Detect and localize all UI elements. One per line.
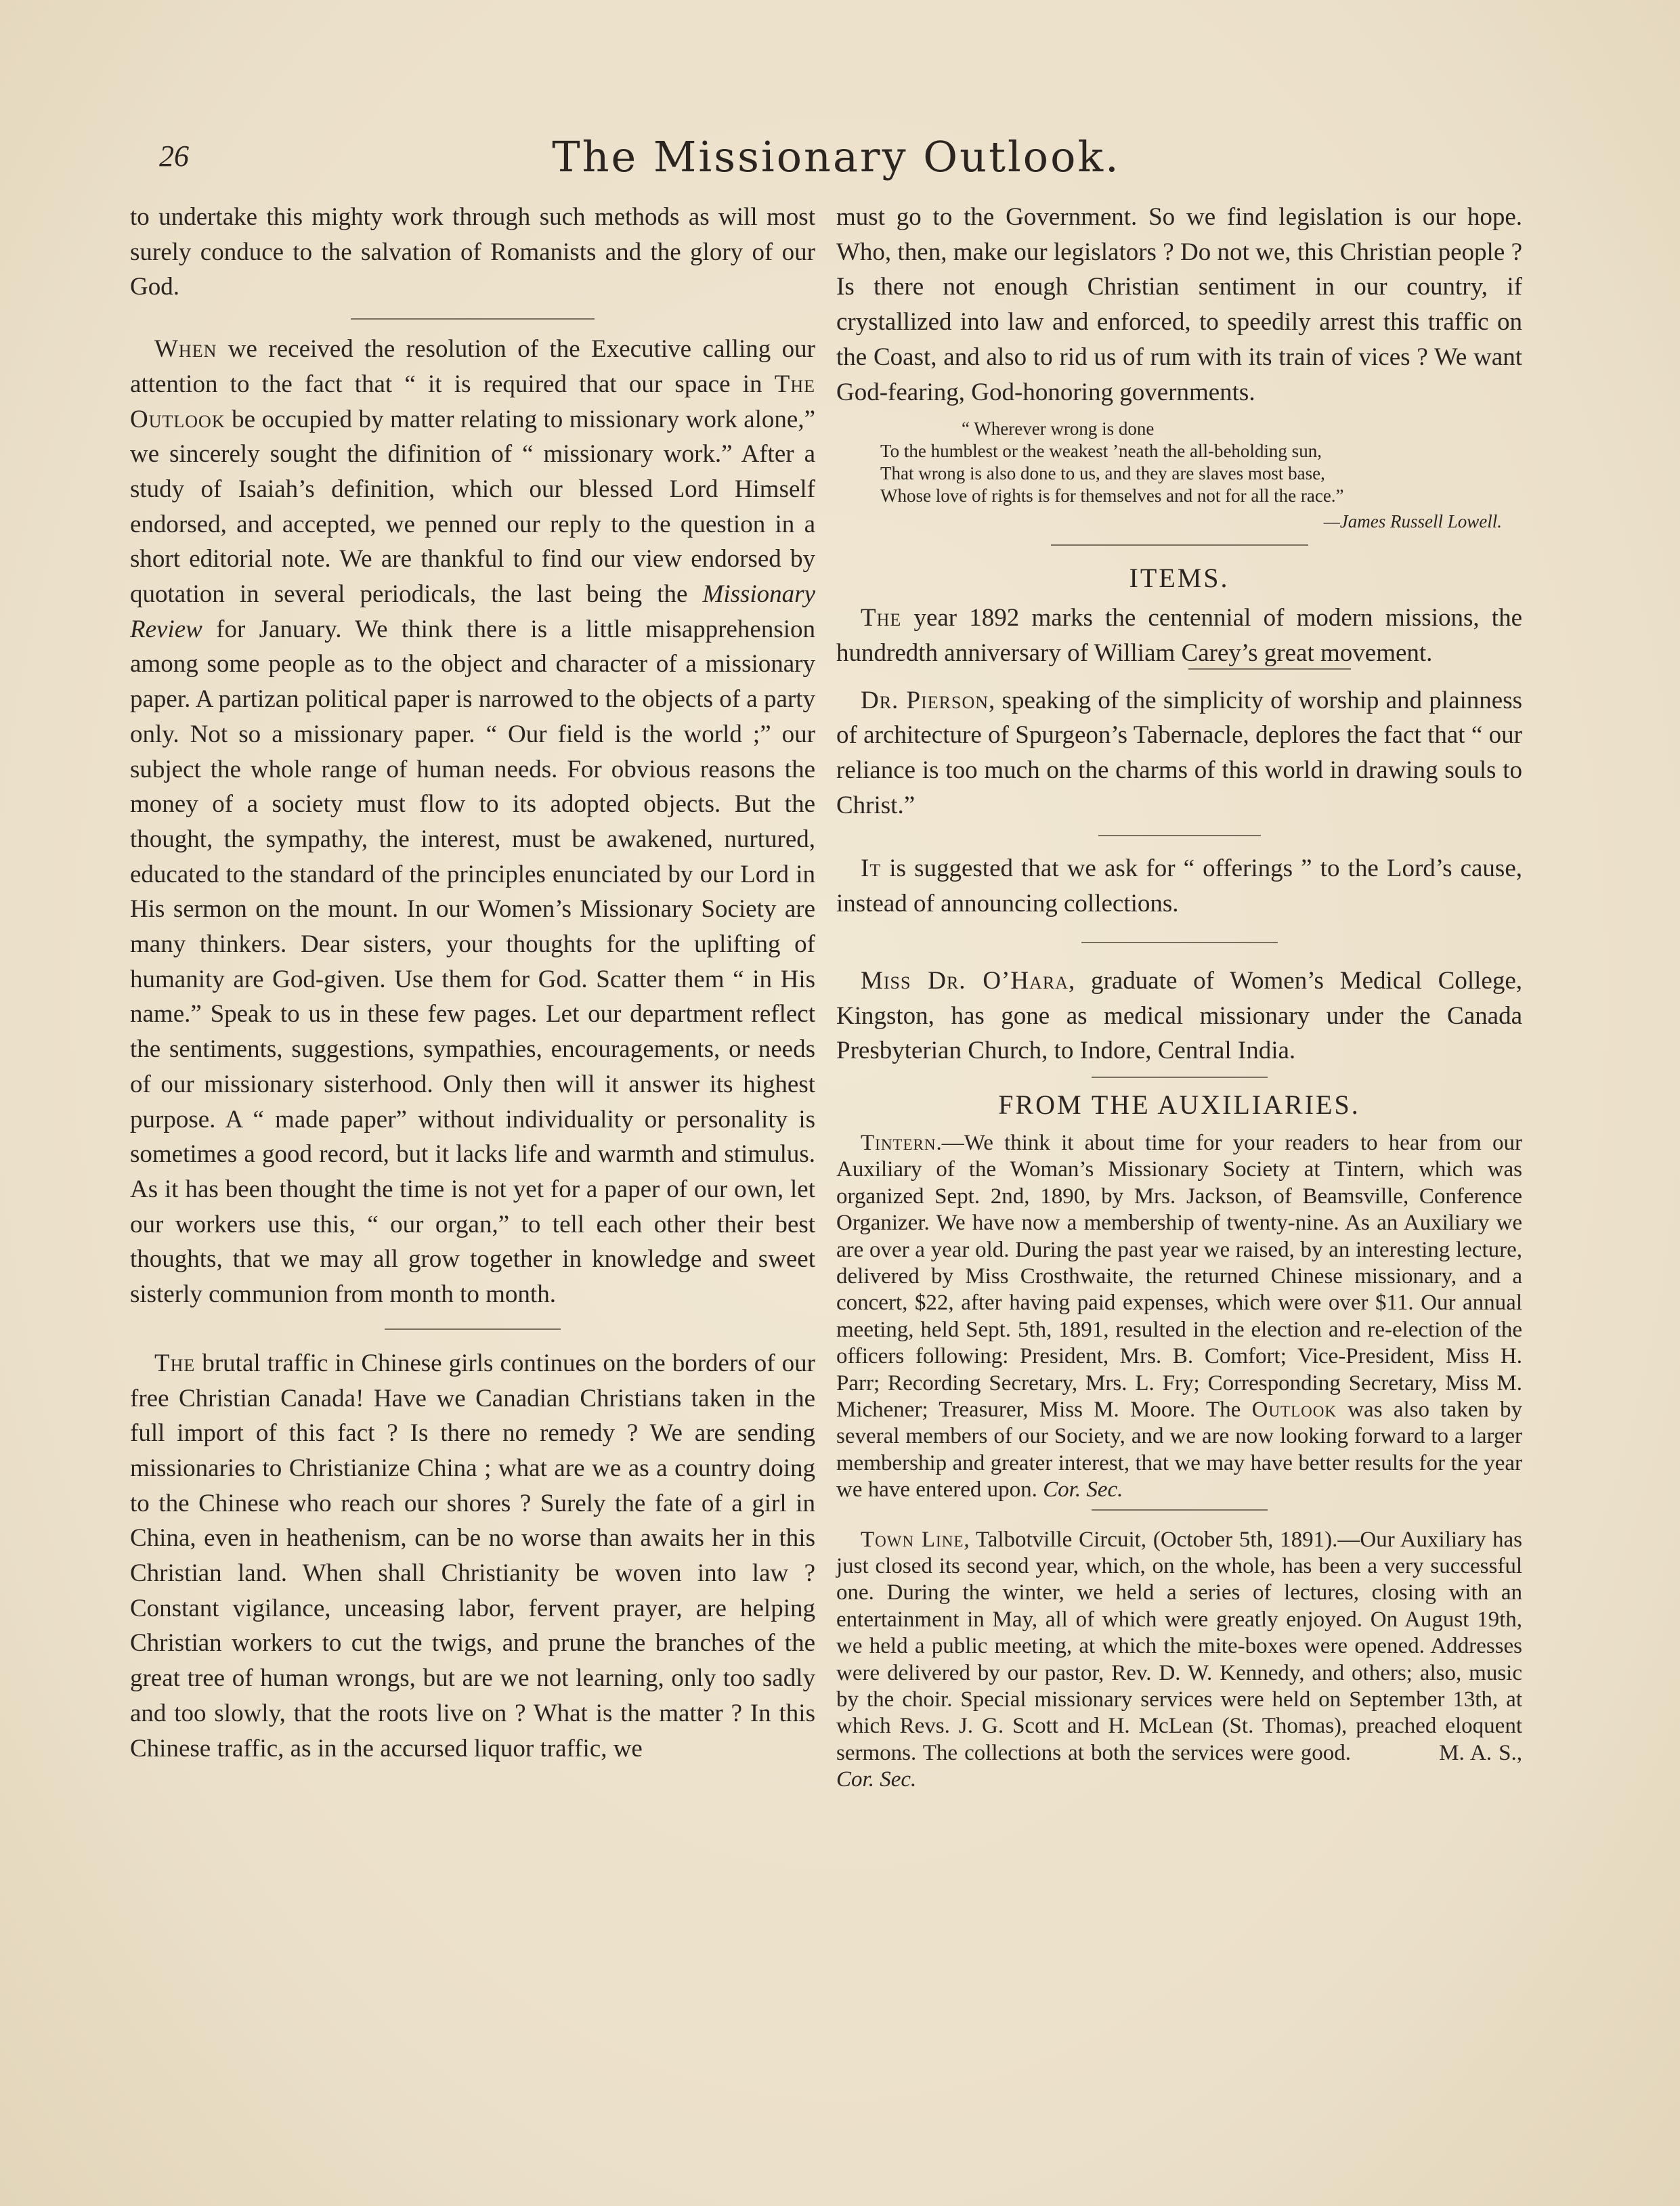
item-ohara — [836, 964, 1522, 1068]
text-run: was also taken by several members of our Society, and we are now looking forward to a larger membership and greater interest, that we may have better results for the year we have entered upon. — [836, 1398, 1522, 1502]
section-divider — [1081, 942, 1278, 943]
section-divider — [1092, 1077, 1268, 1078]
poem-attribution: —James Russell Lowell. — [1323, 511, 1502, 532]
text-run: we received the resolution of the Executive calling our attention to the fact that “ it is required that our space in — [130, 335, 815, 398]
report-town-line — [836, 1527, 1522, 1794]
section-divider — [1051, 544, 1308, 546]
item-pierson — [836, 683, 1522, 823]
lead-word: Tintern — [861, 1130, 936, 1155]
poem-line: That wrong is also done to us, and they are slaves most base, — [880, 463, 1325, 484]
signature: Cor. Sec. — [1043, 1477, 1123, 1502]
outlook-name: The Outlook — [130, 370, 815, 433]
poem-line: Whose love of rights is for themselves and not for all the race.” — [880, 485, 1344, 506]
lead-word: Town Line — [861, 1527, 964, 1552]
auxiliaries-heading: FROM THE AUXILIARIES. — [998, 1089, 1360, 1120]
paragraph-chinese-traffic — [130, 1346, 815, 1766]
lead-word: The — [861, 604, 902, 632]
page-title: The Missionary Outlook. — [552, 132, 1121, 181]
text-run: , graduate of Women’s Medical College, Kingston, has gone as medical missionary under the Canada Presbyterian Church, to Indore, Central India. — [836, 966, 1522, 1065]
text-run: , Talbotville Circuit, (October 5th, 1891).—Our Auxiliary has just closed its second year, which, on the whole, has been a very successful one. During the winter, we held a series of lectures, closing with an entertainment in May, all of which were greatly enjoyed. On August 19th, we held a public meeting, at which the mite-boxes were opened. Addresses were delivered by our pastor, Rev. D. W. Kennedy, and others; also, music by the choir. Special missionary services were held on September 13th, at which Revs. J. G. Scott and H. McLean (St. Thomas), preached eloquent sermons. The collections at both the services were good. — [836, 1527, 1522, 1765]
text-run: , speaking of the simplicity of worship and plainness of architecture of Spurgeon’s Tabernacle, deplores the fact that “ our reliance is too much on the charms of this world in drawing souls to Christ.” — [836, 686, 1522, 819]
page-header — [129, 132, 1544, 186]
poem-line: To the humblest or the weakest ’neath the all-beholding sun, — [880, 441, 1322, 462]
report-tintern — [836, 1130, 1522, 1504]
paragraph-missionary-work — [130, 332, 815, 1312]
missionary-review-title: Missionary Review — [130, 580, 815, 643]
lead-word: It — [861, 855, 882, 883]
outlook-name: Outlook — [1251, 1398, 1337, 1423]
poem-quote — [880, 418, 1522, 507]
paragraph-romanists: to undertake this mighty work through such methods as will most surely conduce to the salvation of Romanists and the glory of our God. — [130, 203, 815, 301]
signature: Cor. Sec. — [836, 1767, 917, 1792]
text-run: .—We think it about time for your readers to hear from our Auxiliary of the Woman’s Missionary Society at Tintern, which was organized Sept. 2nd, 1890, by Mrs. Jackson, of Beamsville, Conference Organizer. We have now a membership of twenty-nine. As an Auxiliary we are over a year old. During the past year we raised, by an interesting lecture, delivered by Miss Crosthwaite, the returned Chinese missionary, and a concert, $22, after having paid expenses, which were over $11. Our annual meeting, held Sept. 5th, 1891, resulted in the election and re-election of the officers following: President, Mrs. B. Comfort; Vice-President, Miss H. Parr; Recording Secretary, Mrs. L. Fry; Corresponding Secretary, Miss M. Michener; Treasurer, Miss M. Moore. The — [836, 1130, 1522, 1423]
page-number: 26 — [159, 139, 189, 173]
section-divider — [351, 318, 595, 320]
section-divider — [1092, 1509, 1268, 1511]
lead-word: Miss Dr. O’Hara — [861, 966, 1069, 995]
text-run: brutal traffic in Chinese girls continues on the borders of our free Christian Canada! Have we Canadian Christians taken in the full import of this fact ? Is there no remedy ? We are sending missionaries to Christianize China ; what are we as a country doing to the Chinese who reach our shores ? Surely the fate of a girl in China, even in heathenism, can be no worse than awaits her in this Christian land. When shall Christianity be woven into law ? Constant vigilance, unceasing labor, fervent prayer, are helping Christian workers to cut the twigs, and prune the branches of the great tree of human wrongs, but are we not learning, only too sadly and too slowly, that the roots live on ? What is the matter ? In this Chinese traffic, as in the accursed liquor traffic, we — [130, 1349, 815, 1762]
text-run: is suggested that we ask for “ offerings ” to the Lord’s cause, instead of announcing collections. — [836, 855, 1522, 918]
text-run: be occupied by matter relating to missionary work alone,” we sincerely sought the difinition of “ missionary work.” After a study of Isaiah’s definition, which our blessed Lord Himself endorsed, and accepted, we penned our reply to the question in a short editorial note. We are thankful to find our view endorsed by quotation in several periodicals, the last being the — [130, 405, 815, 609]
left-column — [130, 200, 815, 1766]
item-offerings — [836, 851, 1522, 921]
poem-line: “ Wherever wrong is done — [962, 418, 1155, 439]
item-centennial — [836, 601, 1522, 670]
right-column — [836, 200, 1522, 1794]
text-run: for January. We think there is a little misapprehension among some people as to the object and character of a missionary paper. A partizan political paper is narrowed to the objects of a party only. Not so a missionary paper. “ Our field is the world ;” our subject the whole range of human needs. For obvious reasons the money of a society must flow to its adopted objects. But the thought, the sympathy, the interest, must be awakened, nurtured, educated to the standard of the principles enunciated by our Lord in His sermon on the mount. In our Women’s Missionary Society are many thinkers. Dear sisters, your thoughts for the uplifting of humanity are God-given. Use them for God. Scatter them “ in His name.” Speak to us in these few pages. Let our department reflect the sentiments, suggestions, sympathies, encouragements, or needs of our missionary sisterhood. Only then will it answer its highest purpose. A “ made paper” without individuality or personality is sometimes a good record, but it lacks life and warmth and stimulus. As it has been thought the time is not yet for a paper of our own, let our workers use this, “ our organ,” to tell each other their best thoughts, that we may all grow together in knowledge and sweet sisterly communion from month to month. — [130, 615, 816, 1309]
items-heading: ITEMS. — [1129, 563, 1230, 594]
lead-word: When — [154, 335, 217, 364]
paragraph-government: must go to the Government. So we find legislation is our hope. Who, then, make our legislators ? Do not we, this Christian people ? Is there not enough Christian sentiment in our country, if crystallized into law and enforced, to speedily arrest this traffic on the Coast, and also to rid us of rum with its train of vices ? We want God-fearing, God-honoring governments. — [836, 203, 1522, 406]
section-divider — [1098, 835, 1261, 836]
text-run: year 1892 marks the centennial of modern missions, the hundredth anniversary of William Carey’s great movement. — [836, 604, 1522, 667]
section-divider — [385, 1328, 561, 1330]
lead-word: The — [154, 1349, 196, 1377]
signature-initials: M. A. S., — [1439, 1740, 1522, 1765]
lead-word: Dr. Pierson — [861, 686, 989, 714]
